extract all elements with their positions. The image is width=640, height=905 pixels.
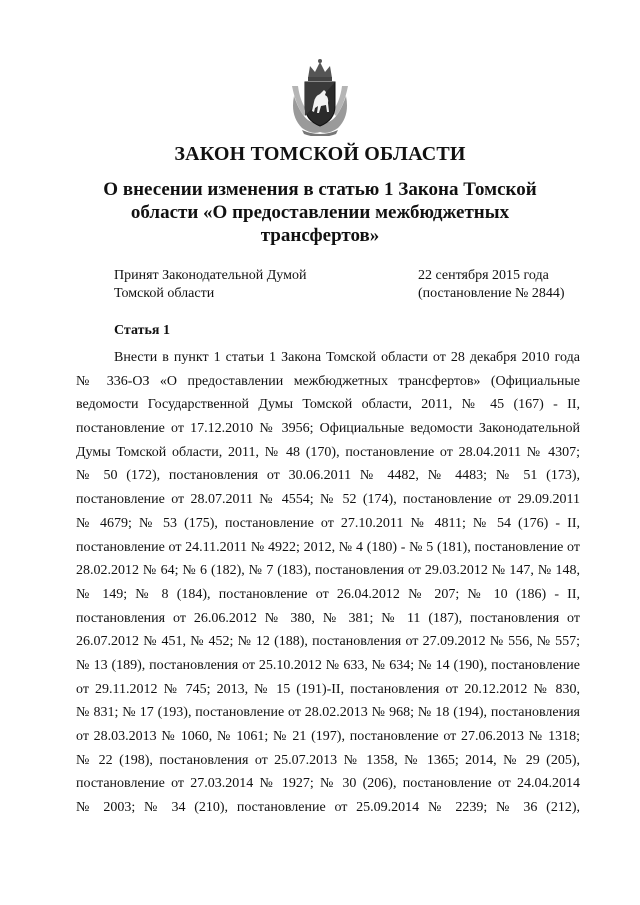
body-line: № 149; № 8 (184), постановление от 26.04.2012 № 207; № 10 (186) - II, bbox=[76, 586, 580, 602]
body-line: от 29.11.2012 № 745; 2013, № 15 (191)-II, постановления от 20.12.2012 № 830, bbox=[76, 681, 580, 697]
body-line: постановление от 28.07.2011 № 4554; № 52 (174), постановление от 29.09.2011 bbox=[76, 492, 580, 508]
body-line: постановление от 27.03.2014 № 1927; № 30 (206), постановление от 24.04.2014 bbox=[76, 776, 580, 792]
subtitle-line: области «О предоставлении межбюджетных bbox=[130, 202, 510, 223]
body-line: постановление от 17.12.2010 № 3956; Официальные ведомости Законодательной bbox=[76, 421, 580, 437]
body-line: от 28.03.2013 № 1060, № 1061; № 21 (197), постановление от 27.06.2013 № 1318; bbox=[76, 729, 580, 744]
tomsk-coat-of-arms-icon bbox=[288, 56, 352, 136]
adopted-by-line: Томской области bbox=[114, 286, 215, 301]
adopted-by-block bbox=[114, 267, 306, 303]
body-line: № 13 (189), постановления от 25.10.2012 № 633, № 634; № 14 (190), постановление bbox=[76, 657, 580, 673]
subtitle-line: трансфертов» bbox=[260, 225, 380, 246]
adopted-by-line: Принят Законодательной Думой bbox=[114, 268, 307, 283]
body-line: ведомости Государственной Думы Томской области, 2011, № 45 (167) - II, bbox=[76, 397, 580, 413]
adoption-date-block bbox=[418, 267, 565, 303]
body-line: Думы Томской области, 2011, № 48 (170), постановление от 28.04.2011 № 4307; bbox=[76, 444, 580, 460]
article-body bbox=[76, 346, 580, 820]
body-line: постановления от 26.06.2012 № 380, № 381; № 11 (187), постановления от bbox=[76, 610, 580, 626]
body-line: № 831; № 17 (193), постановление от 28.02.2013 № 968; № 18 (194), постановления bbox=[76, 705, 580, 721]
document-subtitle bbox=[90, 178, 550, 247]
body-line: 26.07.2012 № 451, № 452; № 12 (188), постановления от 27.09.2012 № 556, № 557; bbox=[76, 634, 580, 650]
body-line: № 22 (198), постановления от 25.07.2013 № 1358, № 1365; 2014, № 29 (205), bbox=[76, 752, 580, 768]
document-title: ЗАКОН ТОМСКОЙ ОБЛАСТИ bbox=[174, 143, 466, 165]
article-heading: Статья 1 bbox=[114, 323, 170, 338]
body-line: № 50 (172), постановления от 30.06.2011 № 4482, № 4483; № 51 (173), bbox=[76, 468, 580, 484]
body-line: № 4679; № 53 (175), постановление от 27.10.2011 № 4811; № 54 (176) - II, bbox=[76, 515, 580, 531]
body-line: № 2003; № 34 (210), постановление от 25.09.2014 № 2239; № 36 (212), bbox=[76, 800, 580, 816]
body-line: № 336-ОЗ «О предоставлении межбюджетных трансфертов» (Официальные bbox=[76, 373, 580, 389]
body-line: 28.02.2012 № 64; № 6 (182), № 7 (183), постановления от 29.03.2012 № 147, № 148, bbox=[76, 563, 580, 579]
adoption-date: 22 сентября 2015 года bbox=[418, 268, 549, 283]
body-line: Внести в пункт 1 статьи 1 Закона Томской области от 28 декабря 2010 года bbox=[114, 350, 580, 365]
resolution-number: (постановление № 2844) bbox=[418, 286, 565, 301]
subtitle-line: О внесении изменения в статью 1 Закона Томской bbox=[103, 179, 537, 200]
body-line: постановление от 24.11.2011 № 4922; 2012, № 4 (180) - № 5 (181), постановление от bbox=[76, 539, 580, 555]
